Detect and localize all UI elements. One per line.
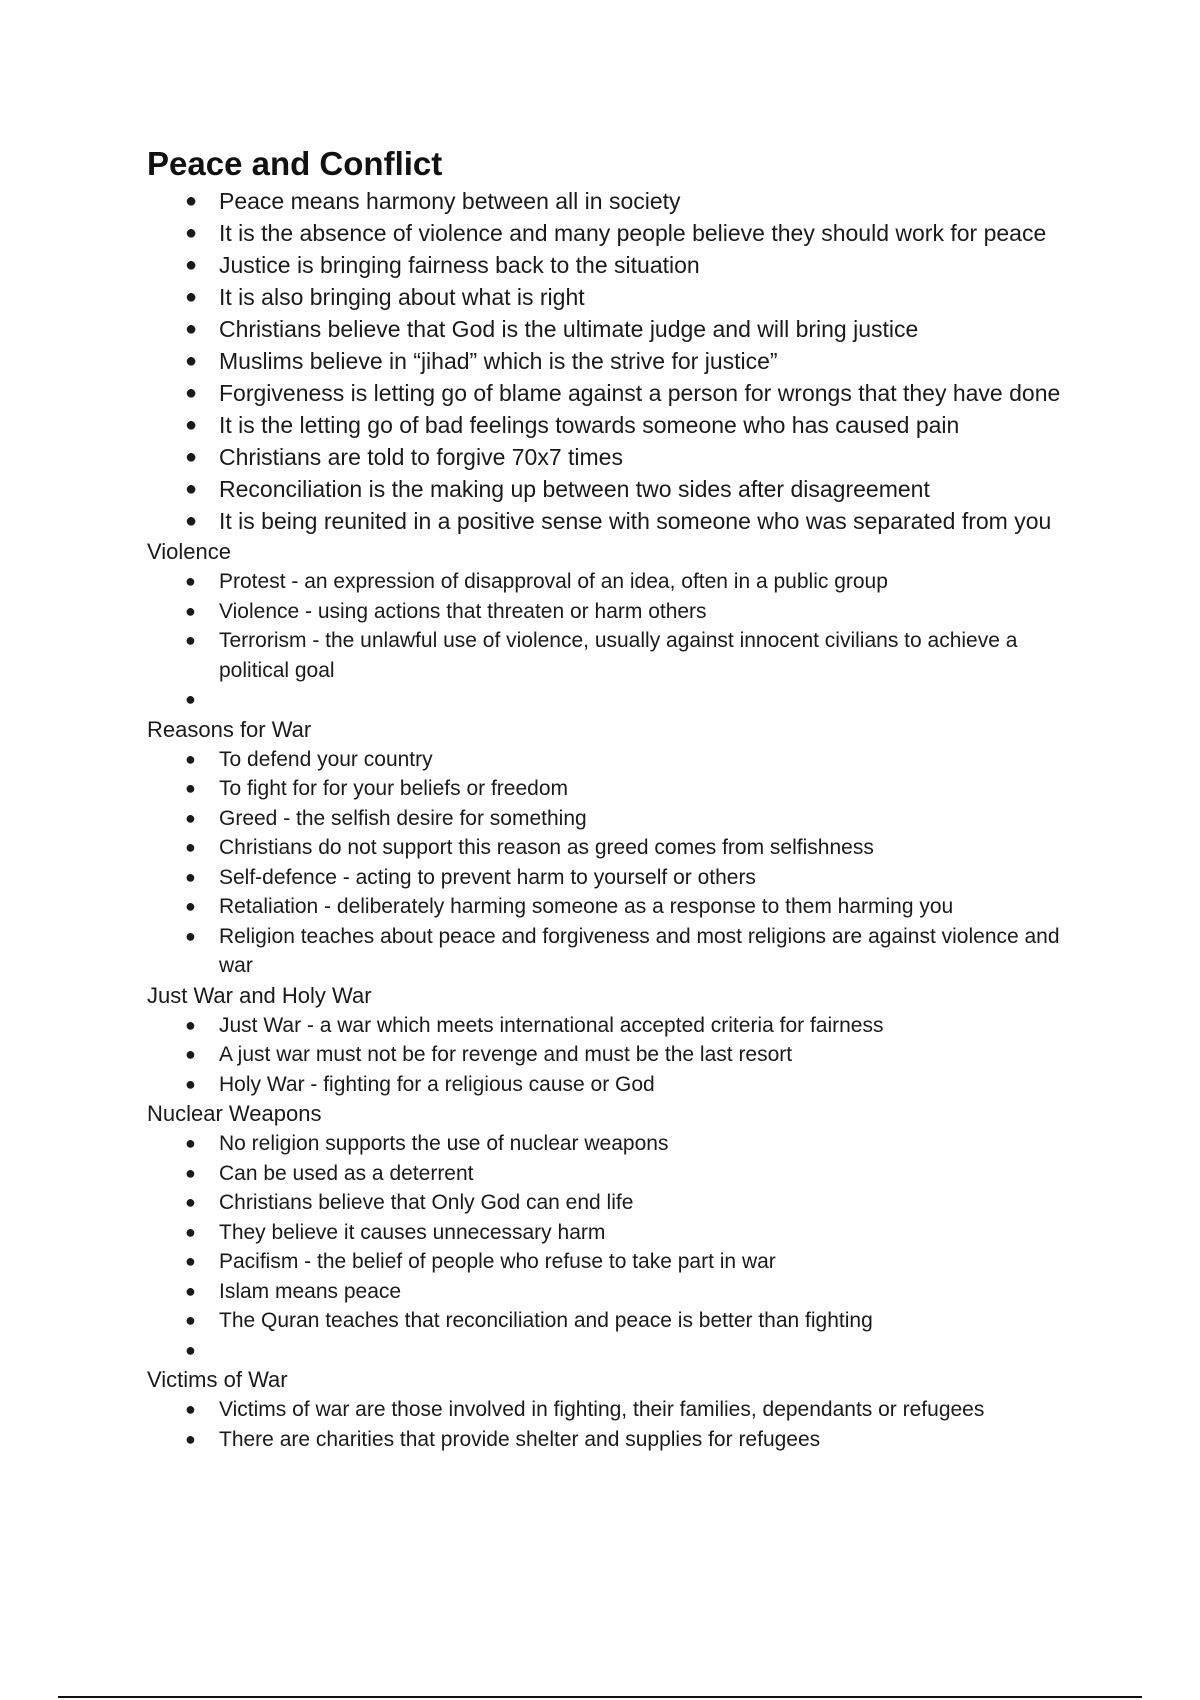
list-item: ● It is being reunited in a positive sense with someone who was separated from you: [147, 505, 1077, 537]
section-heading-violence: Violence: [147, 539, 231, 564]
bullet-icon: ●: [185, 222, 198, 244]
document-body: [147, 144, 1077, 1454]
victims-of-war-list: [147, 1395, 1077, 1454]
bullet-icon: ●: [185, 446, 198, 468]
bullet-icon: ●: [185, 1221, 196, 1242]
bullet-icon: ●: [185, 1014, 196, 1035]
list-item: ● To defend your country: [147, 745, 1077, 775]
bullet-icon: ●: [185, 1310, 196, 1330]
just-war-list: [147, 1011, 1077, 1100]
list-item: ● Violence - using actions that threaten or harm others: [147, 597, 1077, 627]
bullet-icon: ●: [185, 1399, 196, 1419]
bullet-icon: ●: [185, 896, 196, 916]
section-heading-victims-of-war: Victims of War: [147, 1367, 288, 1392]
violence-list: [147, 567, 1077, 715]
bullet-icon: ●: [185, 286, 198, 308]
bullet-icon: ●: [185, 190, 198, 212]
list-item: ● There are charities that provide shelter and supplies for refugees: [147, 1425, 1077, 1455]
footer-divider: [58, 1696, 1142, 1698]
list-item: ● Retaliation - deliberately harming someone as a response to them harming you: [147, 892, 1077, 922]
bullet-icon: ●: [185, 318, 198, 340]
bullet-icon: ●: [185, 1133, 196, 1153]
bullet-icon: ●: [185, 778, 196, 798]
bullet-icon: ●: [185, 1339, 196, 1360]
list-item: ● Muslims believe in “jihad” which is the strive for justice”: [147, 345, 1077, 377]
page-title: Peace and Conflict: [147, 145, 443, 182]
bullet-icon: ●: [185, 478, 198, 500]
reasons-for-war-list: [147, 745, 1077, 981]
list-item: ● Greed - the selfish desire for something: [147, 804, 1077, 834]
bullet-icon: ●: [185, 630, 196, 650]
section-heading-nuclear-weapons: Nuclear Weapons: [147, 1101, 322, 1126]
list-item: ● Forgiveness is letting go of blame against a person for wrongs that they have done: [147, 377, 1077, 409]
bullet-icon: ●: [185, 414, 198, 436]
bullet-icon: ●: [185, 1073, 196, 1094]
list-item: ● Christians do not support this reason as greed comes from selfishness: [147, 833, 1077, 863]
list-item: ● Christians believe that Only God can end life: [147, 1188, 1077, 1218]
list-item: ● They believe it causes unnecessary harm: [147, 1218, 1077, 1248]
bullet-icon: ●: [185, 689, 196, 709]
bullet-icon: ●: [185, 1280, 196, 1301]
list-item: ● Peace means harmony between all in society: [147, 185, 1077, 217]
bullet-icon: ●: [185, 837, 196, 857]
list-item: ● Can be used as a deterrent: [147, 1159, 1077, 1189]
bullet-icon: ●: [185, 748, 196, 769]
list-item: ● Victims of war are those involved in fighting, their families, dependants or refugees: [147, 1395, 1077, 1425]
intro-list: [147, 185, 1077, 537]
list-item: ● It is also bringing about what is right: [147, 281, 1077, 313]
empty-list-item: [147, 1336, 1077, 1366]
bullet-icon: ●: [185, 600, 196, 621]
bullet-icon: ●: [185, 866, 196, 887]
list-item: ● Holy War - fighting for a religious cause or God: [147, 1070, 1077, 1100]
bullet-icon: ●: [185, 1251, 196, 1271]
bullet-icon: ●: [185, 925, 196, 946]
list-item: ● No religion supports the use of nuclear weapons: [147, 1129, 1077, 1159]
list-item: ● To fight for for your beliefs or freedom: [147, 774, 1077, 804]
list-item: ● The Quran teaches that reconciliation and peace is better than fighting: [147, 1306, 1077, 1336]
bullet-icon: ●: [185, 1044, 196, 1064]
list-item: ● Justice is bringing fairness back to the situation: [147, 249, 1077, 281]
section-heading-just-war: Just War and Holy War: [147, 982, 372, 1008]
list-item: ● Terrorism - the unlawful use of violence, usually against innocent civilians to achieve a political goal: [147, 626, 1077, 685]
bullet-icon: ●: [185, 510, 198, 532]
list-item: ● It is the absence of violence and many people believe they should work for peace: [147, 217, 1077, 249]
bullet-icon: ●: [185, 1162, 196, 1183]
list-item: ● A just war must not be for revenge and must be the last resort: [147, 1040, 1077, 1070]
list-item: ● Pacifism - the belief of people who refuse to take part in war: [147, 1247, 1077, 1277]
section-heading-reasons-for-war: Reasons for War: [147, 716, 312, 742]
bullet-icon: ●: [185, 350, 198, 372]
list-item: ● Christians are told to forgive 70x7 times: [147, 441, 1077, 473]
bullet-icon: ●: [185, 1428, 196, 1449]
bullet-icon: ●: [185, 807, 196, 828]
bullet-icon: ●: [185, 1192, 196, 1212]
bullet-icon: ●: [185, 571, 196, 591]
list-item: ● Christians believe that God is the ultimate judge and will bring justice: [147, 313, 1077, 345]
list-item: ● Self-defence - acting to prevent harm to yourself or others: [147, 863, 1077, 893]
list-item: ● Reconciliation is the making up between two sides after disagreement: [147, 473, 1077, 505]
list-item: ● Islam means peace: [147, 1277, 1077, 1307]
bullet-icon: ●: [185, 382, 198, 404]
list-item: ● Protest - an expression of disapproval of an idea, often in a public group: [147, 567, 1077, 597]
list-item: ● It is the letting go of bad feelings towards someone who has caused pain: [147, 409, 1077, 441]
list-item: ● Just War - a war which meets international accepted criteria for fairness: [147, 1011, 1077, 1041]
empty-list-item: [147, 685, 1077, 715]
nuclear-weapons-list: [147, 1129, 1077, 1365]
bullet-icon: ●: [185, 254, 198, 276]
list-item: ● Religion teaches about peace and forgiveness and most religions are against violence and war: [147, 922, 1077, 981]
